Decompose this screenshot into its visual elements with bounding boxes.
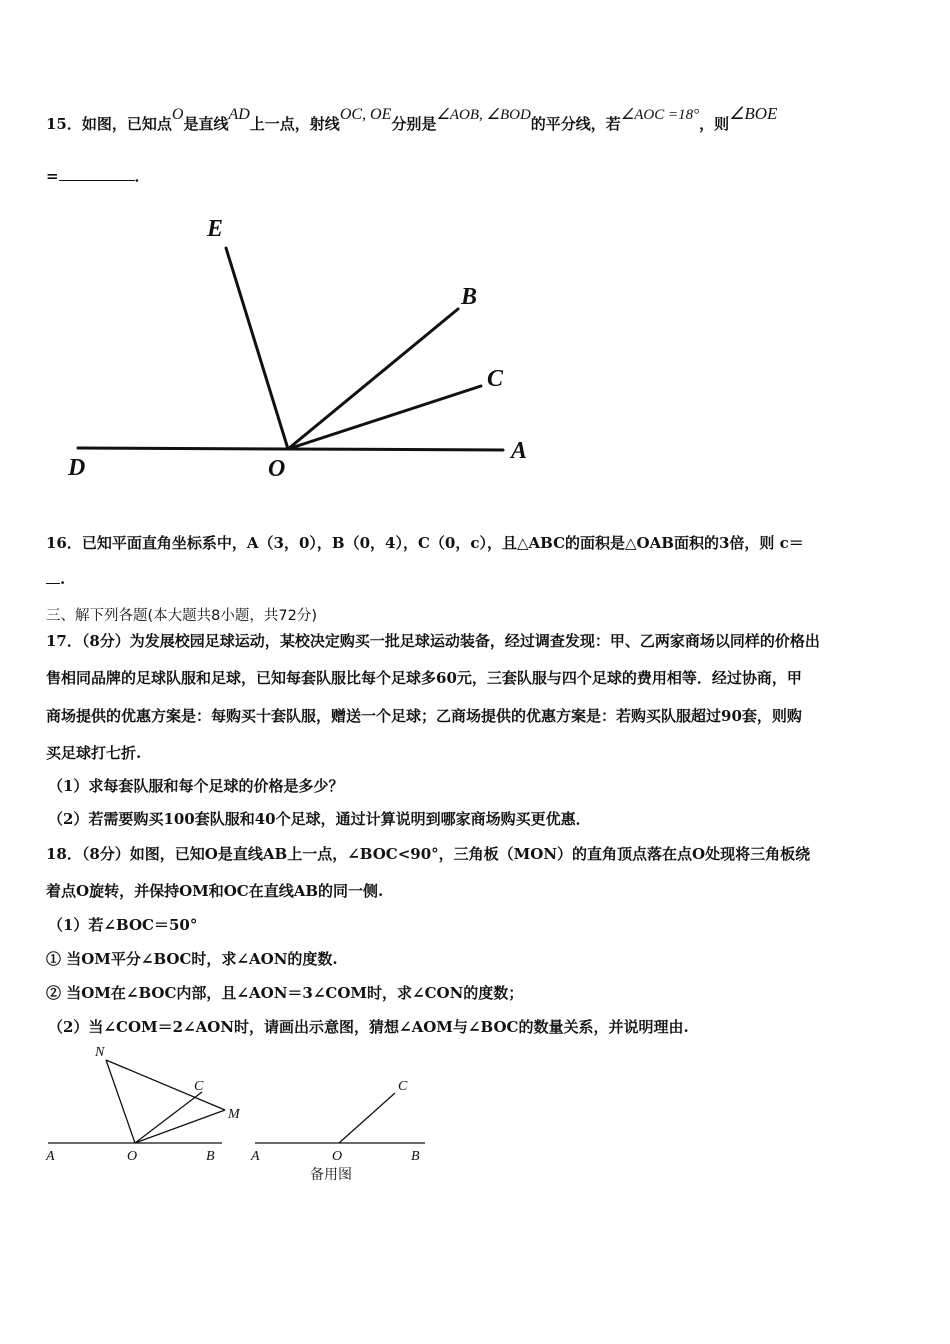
q18-fig2-caption: 备用图	[310, 1167, 352, 1183]
q15-answer-blank	[59, 168, 135, 181]
q17-line3: 商场提供的优惠方案是：每购买十套队服，赠送一个足球；乙商场提供的优惠方案是：若购买队服超过90套，则购	[46, 707, 802, 725]
q18-fig1-label-o: O	[127, 1149, 138, 1164]
q16-line2	[46, 570, 65, 588]
q15-line-ad: AD	[228, 106, 250, 123]
q18-fig1-label-b: B	[206, 1149, 215, 1164]
q15-text-4: 分别是	[391, 115, 437, 133]
q16-line1: 16．已知平面直角坐标系中，A（3，0），B（0，4），C（0，c），且△ABC的面积是△OAB面积的3倍，则 c＝	[46, 534, 804, 552]
q18-line1: 18．（8分）如图，已知O是直线AB上一点，∠BOC<90°，三角板（MON）的直角顶点落在点O处现将三角板绕	[46, 845, 811, 863]
q18-sub1: ① 当OM平分∠BOC时，求∠AON的度数.	[46, 950, 338, 968]
q18-figure-main	[40, 1040, 260, 1170]
q15-line1	[46, 104, 778, 134]
q15-condition: ∠AOC =18°	[620, 107, 700, 123]
q18-fig2-label-a: A	[251, 1149, 260, 1164]
q15-ray-ob	[288, 309, 458, 449]
q15-figure	[0, 200, 560, 490]
q17-line4: 买足球打七折.	[46, 744, 142, 762]
q15-angles: ∠AOB, ∠BOD	[436, 107, 531, 123]
q15-rays: OC, OE	[339, 106, 392, 123]
q18-fig1-label-n: N	[95, 1045, 105, 1060]
q18-fig1-label-c: C	[194, 1079, 204, 1094]
q18-fig2-label-o: O	[332, 1149, 343, 1164]
q18-line2: 着点O旋转，并保持OM和OC在直线AB的同一侧.	[46, 882, 384, 900]
q18-fig1-segment-on	[106, 1060, 135, 1143]
q18-fig1-segment-nm	[106, 1060, 225, 1110]
q17-line1: 17．（8分）为发展校园足球运动，某校决定购买一批足球运动装备，经过调查发现：甲、乙两家商场以同样的价格出	[46, 632, 820, 650]
q15-label-c: C	[487, 366, 504, 392]
q15-text-6: ，则	[699, 115, 730, 133]
q18-figure-spare	[245, 1070, 445, 1185]
q15-end: ．	[134, 167, 150, 185]
q18-fig1-segment-om	[135, 1110, 225, 1143]
q18-fig1-ray-oc	[135, 1092, 202, 1143]
q17-part1: （1）求每套队服和每个足球的价格是多少？	[48, 777, 344, 795]
q18-part1: （1）若∠BOC＝50°	[48, 916, 198, 934]
q15-label-d: D	[68, 455, 86, 481]
q15-text-2: 是直线	[183, 115, 229, 133]
q15-text-5: 的平分线，若	[530, 115, 621, 133]
q18-sub2: ② 当OM在∠BOC内部，且∠AON＝3∠COM时，求∠CON的度数；	[46, 984, 524, 1002]
q16-answer-blank	[46, 571, 60, 584]
q15-ray-oc	[288, 386, 481, 449]
q18-part2: （2）当∠COM＝2∠AON时，请画出示意图，猜想∠AOM与∠BOC的数量关系，并说明理由.	[48, 1018, 689, 1036]
q17-part2: （2）若需要购买100套队服和40个足球，通过计算说明到哪家商场购买更优惠．	[48, 810, 591, 828]
q15-label-b: B	[461, 284, 478, 310]
q18-fig1-label-m: M	[228, 1107, 240, 1122]
q15-asked-angle: ∠BOE	[729, 104, 778, 123]
q18-fig2-label-b: B	[411, 1149, 420, 1164]
q15-point-o: O	[171, 106, 184, 123]
q18-fig2-label-c: C	[398, 1079, 408, 1094]
q15-equals: =	[46, 167, 59, 185]
q15-ray-oe	[226, 248, 288, 449]
q15-label-e: E	[207, 216, 224, 242]
section-3-heading: 三、解下列各题(本大题共8小题，共72分)	[46, 608, 317, 624]
q15-text-1: 如图，已知点	[81, 115, 172, 133]
q15-label-o: O	[268, 456, 286, 482]
q15-text-3: 上一点，射线	[249, 115, 340, 133]
q15-number: 15．	[46, 115, 82, 133]
q15-label-a: A	[511, 438, 528, 464]
q18-fig2-ray-oc	[339, 1093, 395, 1143]
q16-end: .	[60, 570, 66, 588]
q17-line2: 售相同品牌的足球队服和足球，已知每套队服比每个足球多60元，三套队服与四个足球的费用相等．经过协商，甲	[46, 669, 802, 687]
q15-line2	[46, 165, 150, 186]
q18-fig1-label-a: A	[46, 1149, 55, 1164]
